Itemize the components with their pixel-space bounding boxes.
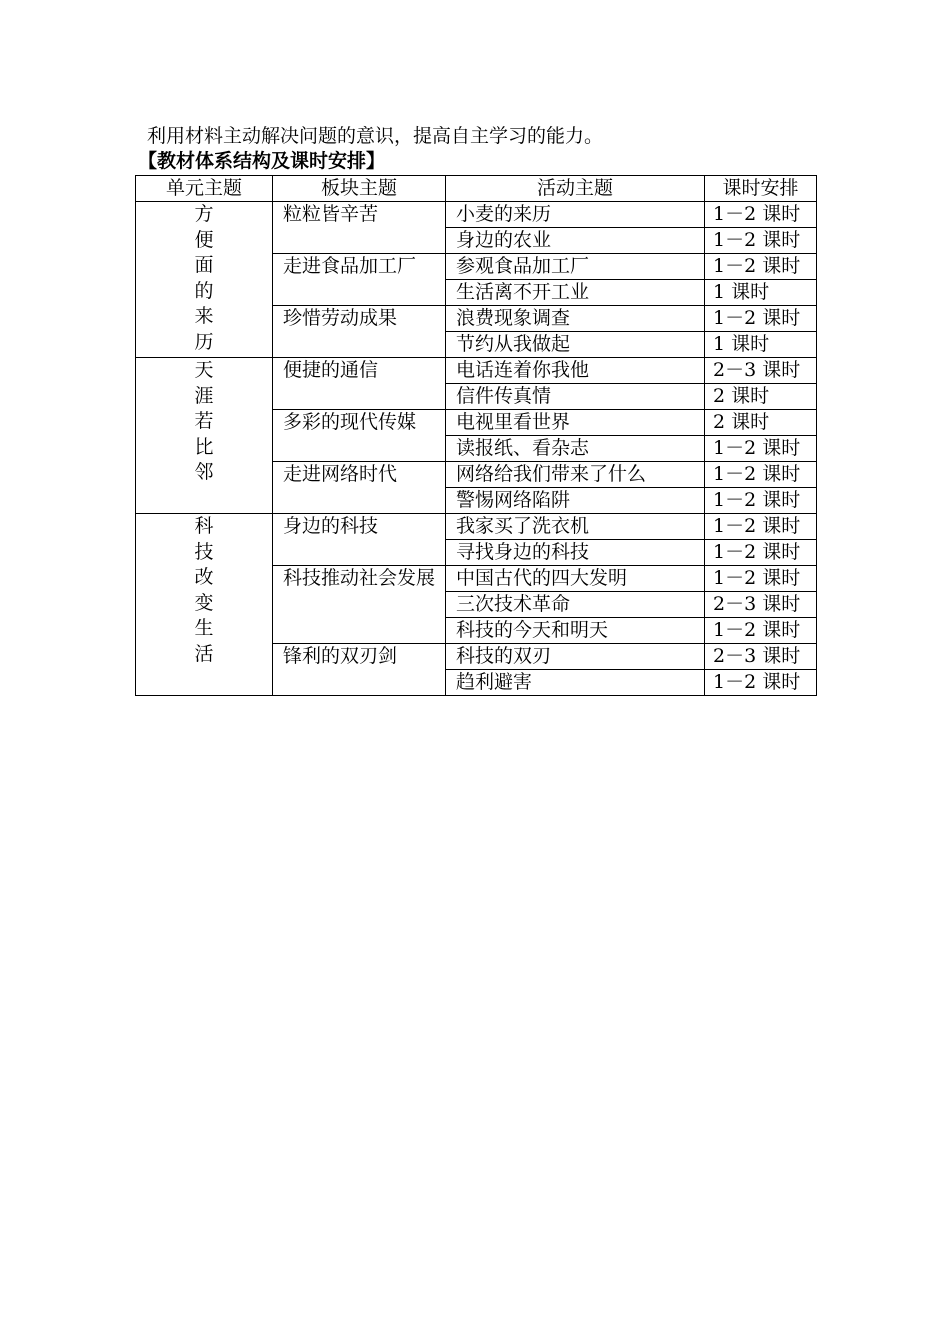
hours-cell: 1－2 课时 <box>705 228 817 254</box>
schedule-table <box>135 175 817 696</box>
activity-cell: 三次技术革命 <box>446 592 705 618</box>
activity-cell: 电视里看世界 <box>446 410 705 436</box>
activity-cell: 参观食品加工厂 <box>446 254 705 280</box>
activity-cell: 我家买了洗衣机 <box>446 514 705 540</box>
activity-cell: 科技的今天和明天 <box>446 618 705 644</box>
section-theme-cell: 珍惜劳动成果 <box>273 306 446 358</box>
hours-cell: 1－2 课时 <box>705 462 817 488</box>
unit-theme-char: 面 <box>194 254 214 277</box>
activity-cell: 浪费现象调查 <box>446 306 705 332</box>
unit-theme-cell <box>136 514 273 696</box>
hours-cell: 1－2 课时 <box>705 254 817 280</box>
hours-cell: 1 课时 <box>705 332 817 358</box>
activity-cell: 身边的农业 <box>446 228 705 254</box>
header-activity-theme: 活动主题 <box>446 176 705 202</box>
hours-cell: 1－2 课时 <box>705 514 817 540</box>
hours-cell: 1－2 课时 <box>705 540 817 566</box>
unit-theme-char: 方 <box>194 203 214 225</box>
header-unit-theme: 单元主题 <box>136 176 273 202</box>
activity-cell: 读报纸、看杂志 <box>446 436 705 462</box>
header-hours: 课时安排 <box>705 176 817 202</box>
hours-cell: 2 课时 <box>705 410 817 436</box>
unit-theme-char: 的 <box>194 279 214 302</box>
unit-theme-char: 活 <box>194 642 214 665</box>
hours-cell: 2 课时 <box>705 384 817 410</box>
unit-theme-char: 科 <box>194 515 214 537</box>
schedule-body <box>136 202 817 696</box>
unit-theme-char: 邻 <box>194 461 214 484</box>
unit-theme-char: 来 <box>194 305 214 328</box>
hours-cell: 1－2 课时 <box>705 488 817 514</box>
section-theme-cell: 多彩的现代传媒 <box>273 410 446 462</box>
hours-cell: 1－2 课时 <box>705 618 817 644</box>
unit-theme-char: 历 <box>194 330 214 353</box>
unit-theme-char: 若 <box>194 410 214 433</box>
unit-theme-char: 涯 <box>194 384 214 407</box>
section-theme-cell: 锋利的双刃剑 <box>273 644 446 696</box>
unit-theme-char: 生 <box>194 617 214 640</box>
hours-cell: 1－2 课时 <box>705 202 817 228</box>
unit-theme-char: 变 <box>194 591 214 614</box>
unit-theme-char: 天 <box>194 359 214 381</box>
table-row <box>136 358 817 384</box>
activity-cell: 节约从我做起 <box>446 332 705 358</box>
hours-cell: 1－2 课时 <box>705 306 817 332</box>
hours-cell: 2－3 课时 <box>705 358 817 384</box>
section-heading: 【教材体系结构及课时安排】 <box>138 150 386 172</box>
unit-theme-char: 便 <box>194 228 214 251</box>
hours-cell: 2－3 课时 <box>705 592 817 618</box>
section-theme-cell: 身边的科技 <box>273 514 446 566</box>
activity-cell: 趋利避害 <box>446 670 705 696</box>
unit-theme-cell <box>136 358 273 514</box>
section-theme-cell: 走进食品加工厂 <box>273 254 446 306</box>
hours-cell: 1－2 课时 <box>705 436 817 462</box>
activity-cell: 网络给我们带来了什么 <box>446 462 705 488</box>
unit-theme-char: 改 <box>194 566 214 589</box>
activity-cell: 电话连着你我他 <box>446 358 705 384</box>
hours-cell: 1 课时 <box>705 280 817 306</box>
activity-cell: 生活离不开工业 <box>446 280 705 306</box>
activity-cell: 信件传真情 <box>446 384 705 410</box>
hours-cell: 1－2 课时 <box>705 670 817 696</box>
activity-cell: 警惕网络陷阱 <box>446 488 705 514</box>
unit-theme-cell <box>136 202 273 358</box>
hours-cell: 1－2 课时 <box>705 566 817 592</box>
activity-cell: 小麦的来历 <box>446 202 705 228</box>
section-theme-cell: 科技推动社会发展 <box>273 566 446 644</box>
section-theme-cell: 粒粒皆辛苦 <box>273 202 446 254</box>
header-section-theme: 板块主题 <box>273 176 446 202</box>
section-theme-cell: 便捷的通信 <box>273 358 446 410</box>
table-header-row <box>136 176 817 202</box>
unit-theme-char: 技 <box>194 540 214 563</box>
table-row <box>136 514 817 540</box>
table-row <box>136 202 817 228</box>
hours-cell: 2－3 课时 <box>705 644 817 670</box>
activity-cell: 寻找身边的科技 <box>446 540 705 566</box>
activity-cell: 科技的双刃 <box>446 644 705 670</box>
intro-text: 利用材料主动解决问题的意识，提高自主学习的能力。 <box>147 125 604 147</box>
section-theme-cell: 走进网络时代 <box>273 462 446 514</box>
unit-theme-char: 比 <box>194 435 214 458</box>
activity-cell: 中国古代的四大发明 <box>446 566 705 592</box>
